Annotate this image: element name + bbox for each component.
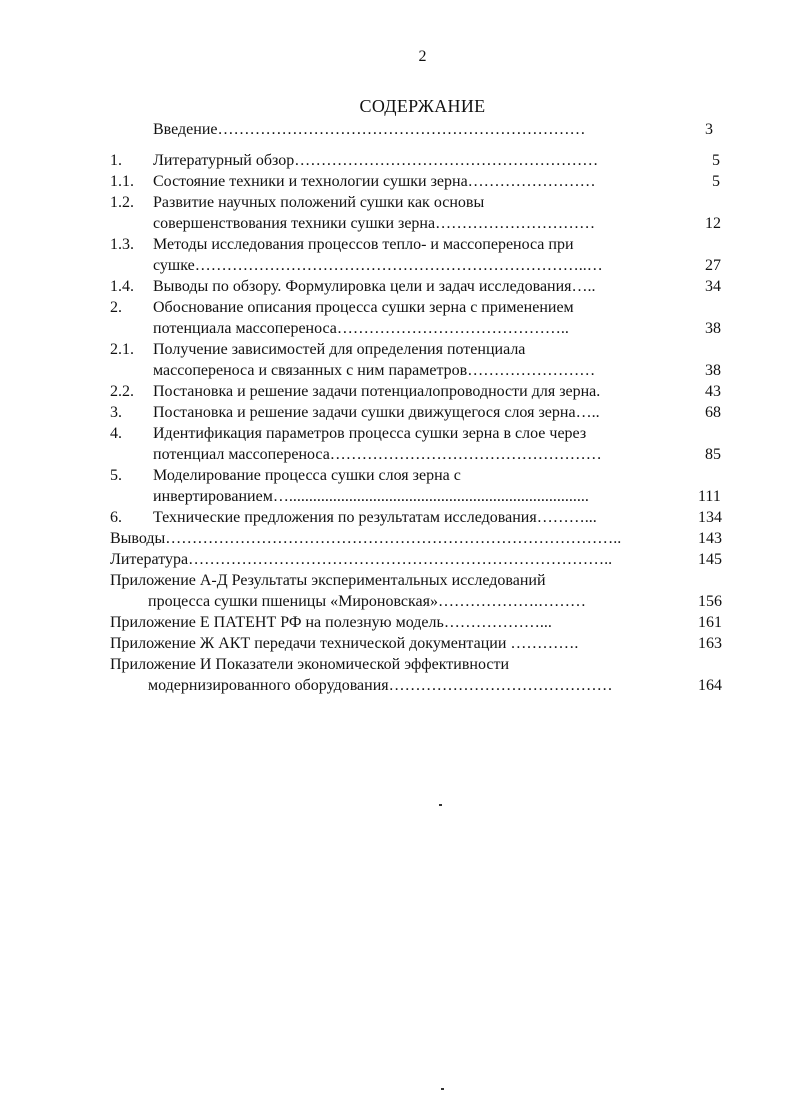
- toc-entry-text: Обоснование описания процесса сушки зерна с применением: [153, 299, 574, 316]
- toc-entry-number: 6.: [110, 509, 122, 526]
- scan-speck: [439, 804, 442, 806]
- toc-entry-number: 4.: [110, 425, 122, 442]
- toc-title: СОДЕРЖАНИЕ: [359, 96, 486, 116]
- toc-entry-text: Выводы…………………………………………………………………………..: [110, 530, 622, 547]
- toc-entry-text: Постановка и решение задачи потенциалопроводности для зерна.: [153, 383, 601, 400]
- toc-entry-text: Идентификация параметров процесса сушки зерна в слое через: [153, 425, 587, 442]
- toc-entry-number: 1.1.: [110, 173, 134, 190]
- toc-entry-number: 1.: [110, 152, 122, 169]
- toc-entry-text: Приложение А-Д Результаты экспериментальных исследований: [110, 572, 546, 589]
- toc-entry-text: Постановка и решение задачи сушки движущегося слоя зерна…..: [153, 404, 600, 421]
- toc-entry-number: 2.2.: [110, 383, 134, 400]
- toc-entry-text: Литература……………………………………………………………………..: [110, 551, 613, 568]
- toc-entry-text: Выводы по обзору. Формулировка цели и задач исследования…..: [153, 278, 596, 295]
- toc-entry-text: Состояние техники и технологии сушки зерна……………………: [153, 173, 596, 190]
- toc-entry-number: 2.: [110, 299, 122, 316]
- toc-entry-text: Введение……………………………………………………………: [153, 121, 586, 138]
- toc-entry-text: Приложение Ж АКТ передачи технической документации ………….: [110, 635, 579, 652]
- scan-speck: [441, 1088, 444, 1090]
- toc-entry-text: Развитие научных положений сушки как основы: [153, 194, 485, 211]
- toc-entry-text: массопереноса и связанных с ним параметров……………………: [153, 362, 596, 379]
- toc-entry-text: Методы исследования процессов тепло- и массопереноса при: [153, 236, 574, 253]
- toc-entry-text: инвертированием…...........................................................................: [153, 488, 589, 505]
- toc-entry-number: 1.4.: [110, 278, 134, 295]
- toc-entry-text: Литературный обзор…………………………………………………: [153, 152, 599, 169]
- toc-entry-text: потенциал массопереноса……………………………………………: [153, 446, 602, 463]
- toc-entry-text: Приложение Е ПАТЕНТ РФ на полезную модель………………...: [110, 614, 552, 631]
- toc-entry-text: Приложение И Показатели экономической эффективности: [110, 656, 510, 673]
- toc-entry-number: 2.1.: [110, 341, 134, 358]
- toc-entry-text: совершенствования техники сушки зерна…………………………: [153, 215, 596, 232]
- toc-entry-text: Получение зависимостей для определения потенциала: [153, 341, 526, 358]
- page-number: 2: [418, 48, 427, 65]
- toc-entry-text: процесса сушки пшеницы «Мироновская»……………….………: [148, 593, 586, 610]
- toc-entry-text: Моделирование процесса сушки слоя зерна с: [153, 467, 461, 484]
- toc-entry-number: 1.2.: [110, 194, 134, 211]
- toc-entry-text: потенциала массопереноса……………………………………..: [153, 320, 569, 337]
- toc-entry-text: Технические предложения по результатам исследования………...: [153, 509, 597, 526]
- toc-entry-text: сушке………………………………………………………………..…: [153, 257, 603, 274]
- toc-entry-number: 1.3.: [110, 236, 134, 253]
- toc-entry-text: модернизированного оборудования……………………………………: [148, 677, 613, 694]
- toc-entry-number: 5.: [110, 467, 122, 484]
- toc-entry-number: 3.: [110, 404, 122, 421]
